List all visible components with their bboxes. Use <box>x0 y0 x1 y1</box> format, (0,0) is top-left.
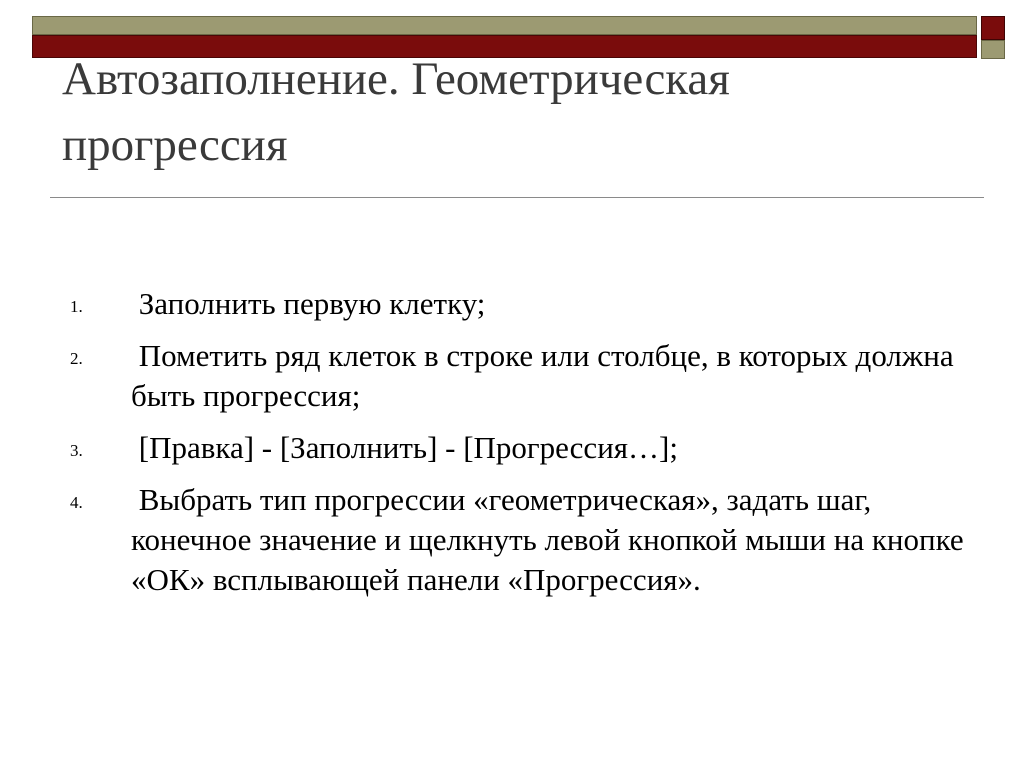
step-text: Пометить ряд клеток в строке или столбце, в которых должна быть прогрессия; <box>131 338 962 413</box>
step-number: 4. <box>70 493 83 512</box>
step-item-4 <box>64 480 972 600</box>
step-number: 1. <box>70 297 83 316</box>
title-divider <box>50 197 984 198</box>
steps-list <box>64 284 972 612</box>
step-item-2 <box>64 336 964 416</box>
step-text: Заполнить первую клетку; <box>131 286 486 321</box>
banner-maroon-square <box>981 16 1005 40</box>
step-text: [Правка] - [Заполнить] - [Прогрессия…]; <box>131 430 678 465</box>
step-number: 3. <box>70 441 83 460</box>
step-item-3 <box>64 428 964 468</box>
slide-title-line-1: Автозаполнение. Геометрическая <box>62 53 730 105</box>
step-text: Выбрать тип прогрессии «геометрическая», задать шаг, конечное значение и щелкнуть левой кнопкой мыши на кнопке «ОК» всплывающей панели «Прогрессия». <box>131 482 972 597</box>
step-item-1 <box>64 284 964 324</box>
slide-title <box>62 46 992 178</box>
step-number: 2. <box>70 349 83 368</box>
banner-olive-bar <box>32 16 977 35</box>
slide-title-line-2: прогрессия <box>62 119 288 171</box>
